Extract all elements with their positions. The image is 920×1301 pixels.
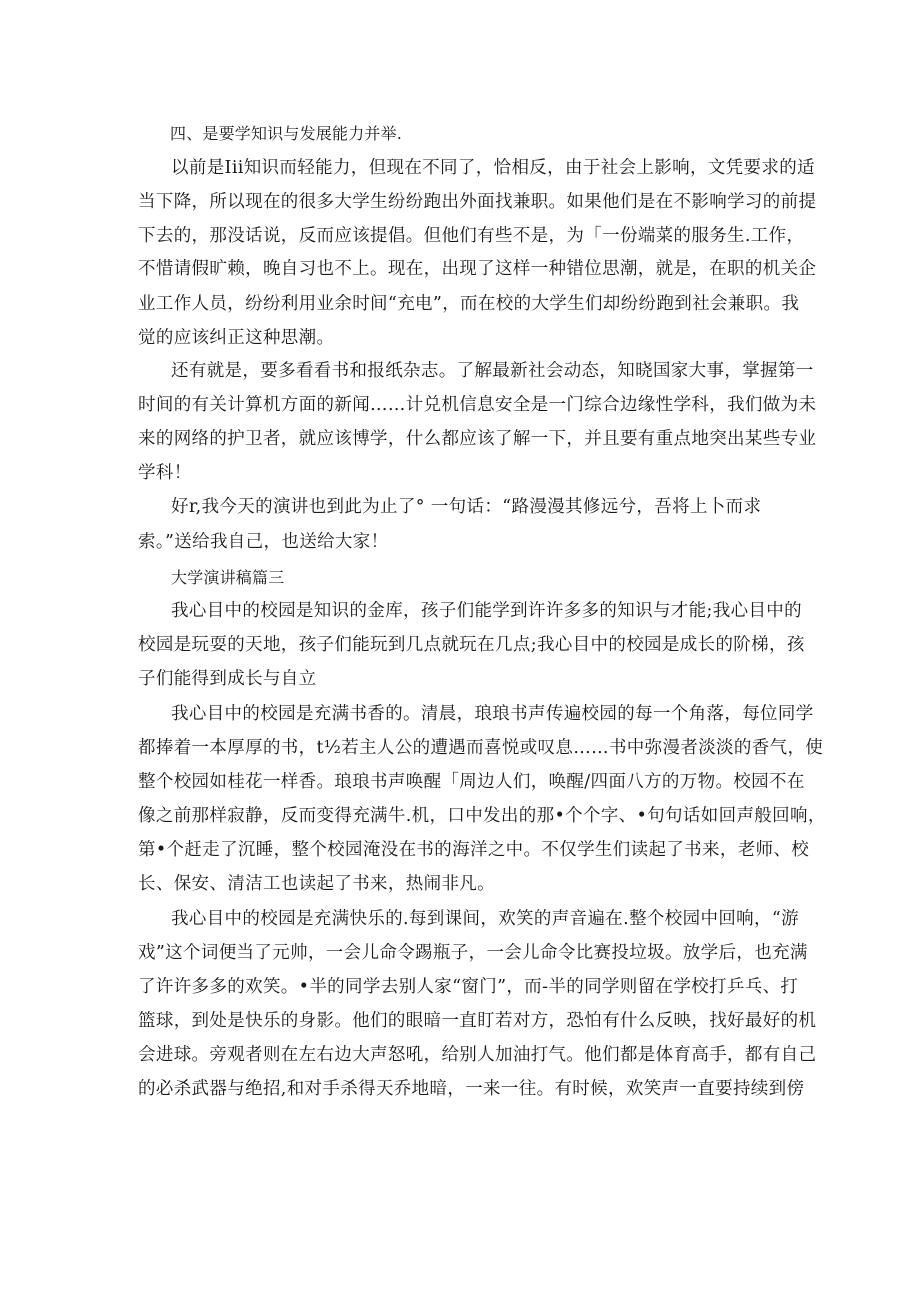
text-line: 时间的有关计算机方面的新闻……计兑机信息安全是一门综合边缘性学科，我们做为未 xyxy=(138,395,817,415)
text-line: 都捧着一本厚厚的书，t½若主人公的遭遇而喜悦或叹息……书中弥漫者淡淡的香气，使 xyxy=(138,738,824,758)
section-heading-part-three: 大学演讲稿篇三 xyxy=(171,568,285,587)
text-line: 长、保安、清洁工也读起了书来，热闹非凡。 xyxy=(138,874,495,894)
text-line: 像之前那样寂静，反而变得充满牛.机，口中发出的那•个个字、•句句话如回声般回响， xyxy=(138,806,826,826)
text-line: 戏”这个词便当了元帅，一会儿命令踢瓶子，一会儿命令比赛投垃圾。放学后，也充满 xyxy=(138,943,808,963)
text-line: 我心目中的校园是知识的金库，孩子们能学到许许多多的知识与才能;我心目中的 xyxy=(171,601,802,621)
text-line: 子们能得到成长与自立 xyxy=(138,669,317,689)
text-line: 下去的，那没话说，反而应该提倡。但他们有些不是，为「一份端菜的服务生.工作， xyxy=(138,226,805,246)
text-line: 来的网络的护卫者，就应该博学，什么都应该了解一下，并且要有重点地突出某些专业 xyxy=(138,429,817,449)
text-line: 以前是Iii知识而轻能力，但现在不同了，恰相反，由于社会上影响，文凭要求的适 xyxy=(171,158,815,178)
text-line: 学科！ xyxy=(138,463,192,483)
text-line: 业工作人员，纷纷利用业余时间“充电”，而在校的大学生们却纷纷跑到社会兼职。我 xyxy=(138,294,800,314)
text-line: 当下降，所以现在的很多大学生纷纷跑出外面找兼职。如果他们是在不影响学习的前提 xyxy=(138,192,817,212)
text-line: 我心目中的校园是充满快乐的.每到课间，欢笑的声音遍在.整个校园中回响，“游 xyxy=(171,909,800,929)
text-line: 了许许多多的欢笑。•半的同学去别人家“窗门”，而-半的同学则留在学校打乒乓、打 xyxy=(138,977,799,997)
text-line: 篮球，到处是快乐的身影。他们的眼暗一直盯若对方，恐怕有什么反映，找好最好的机 xyxy=(138,1011,817,1031)
text-line: 的必杀武器与绝招,和对手杀得天乔地暗，一来一往。有时候，欢笑声一直要持续到傍 xyxy=(138,1079,805,1099)
text-line: 觉的应该纠正这种思潮。 xyxy=(138,328,335,348)
text-line: 我心目中的校园是充满书香的。清晨，琅琅书声传遍校园的每一个角落，每位同学 xyxy=(171,704,814,724)
section-heading-four: 四、是要学知识与发展能力并举. xyxy=(170,124,403,143)
text-line: 整个校园如桂花一样香。琅琅书声唤醒「周边人们，唤醒/四面八方的万物。校园不在 xyxy=(138,772,805,792)
text-line: 不惜请假旷赖，晚自习也不上。现在，出现了这样一种错位思潮，就是，在职的机关企 xyxy=(138,259,817,279)
text-line: 还有就是，要多看看书和报纸杂志。了解最新社会动态，知晓国家大事，掌握第一 xyxy=(171,361,814,381)
text-line: 索。”送给我自己，也送给大家！ xyxy=(138,532,389,552)
text-line: 第•个赶走了沉睡，整个校园淹没在书的海洋之中。不仅学生们读起了书来，老师、校 xyxy=(138,840,810,860)
text-line: 会进球。旁观者则在左右边大声怒吼，给别人加油打气。他们都是体育高手，都有自己 xyxy=(138,1045,817,1065)
text-line: 好r,我今天的演讲也到此为止了° 一句话：“路漫漫其修远兮，吾将上卜而求 xyxy=(171,497,762,517)
text-line: 校园是玩耍的天地，孩子们能玩到几点就玩在几点;我心目中的校园是成长的阶梯，孩 xyxy=(138,635,805,655)
